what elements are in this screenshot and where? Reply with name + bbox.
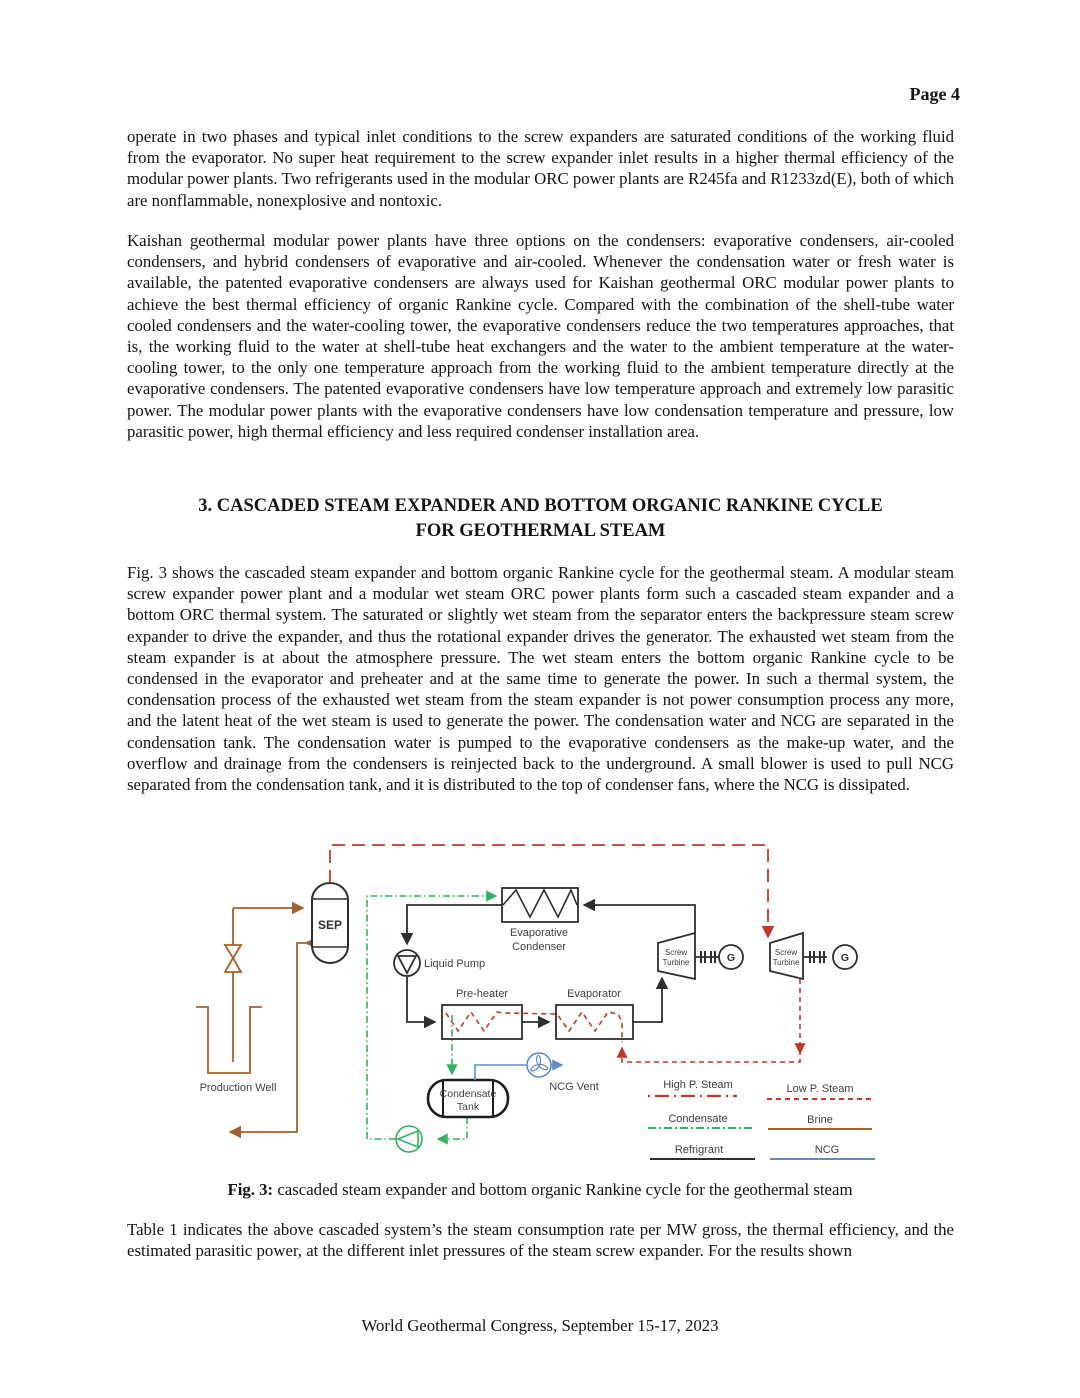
page-footer: World Geothermal Congress, September 15-17, 2023 [361, 1316, 719, 1335]
paragraph-4: Table 1 indicates the above cascaded system’s the steam consumption rate per MW gross, the thermal efficiency, and the estimated parasitic power, at the different inlet pressures of the steam screw expander. For the results shown [127, 1220, 954, 1261]
figure-caption-text: cascaded steam expander and bottom organic Rankine cycle for the geothermal steam [273, 1180, 853, 1199]
production-well [196, 908, 303, 1073]
production-well-label: Production Well [199, 1082, 277, 1094]
legend-condensate-label: Condensate [668, 1113, 728, 1125]
figure-caption [0, 1180, 1080, 1200]
wellhead-valve-icon [225, 945, 241, 972]
section-heading-line2: FOR GEOTHERMAL STEAM [415, 521, 666, 541]
evaporator-label: Evaporator [567, 988, 621, 1000]
condensate-pump-icon [396, 1126, 422, 1152]
liquid-pump-icon [394, 950, 420, 976]
brine-reinjection-line [230, 943, 313, 1132]
evaporative-condenser [502, 888, 578, 953]
condensate-tank [428, 1080, 508, 1117]
figure-caption-label: Fig. 3: [227, 1180, 274, 1199]
separator-label: SEP [317, 918, 343, 932]
screw-turbine-2-label-line2: Turbine [772, 958, 800, 967]
steam-coil-preheater-evaporator [446, 1012, 622, 1042]
generator-1-label: G [726, 952, 736, 964]
figure-3-diagram [185, 832, 975, 1172]
evaporative-condenser-label-line2: Condenser [512, 941, 566, 953]
legend-high-p-steam-label: High P. Steam [663, 1079, 733, 1091]
condensate-tank-label-line2: Tank [456, 1101, 480, 1113]
legend-low-p-steam-label: Low P. Steam [786, 1083, 854, 1095]
paragraph-3: Fig. 3 shows the cascaded steam expander and bottom organic Rankine cycle for the geothermal steam. A modular steam screw expander power plant and a modular wet steam ORC power plants form such a cascaded steam expander and a bottom ORC thermal system. The saturated or slightly wet steam from the separator enters the backpressure steam screw expander to drive the expander, and thus the rotational expander drives the generator. The exhausted wet steam from the steam expander is at about the atmosphere pressure. The wet steam enters the bottom organic Rankine cycle to be condensed in the evaporator and preheater and at the same time to generate the power. In such a thermal system, the condensation process of the exhausted wet steam from the steam expander is not power consumption process any more, and the latent heat of the wet steam is used to generate the power. The condensation water and NCG are separated in the condensation tank. The condensation water is pumped to the evaporative condensers as the make-up water, and the overflow and drainage from the condensers is reinjected back to the underground. A small blower is used to pull NCG separated from the condensation tank, and it is distributed to the top of condenser fans, where the NCG is dissipated. [127, 563, 954, 795]
page-number: Page 4 [909, 84, 960, 104]
legend-ncg-label: NCG [814, 1144, 840, 1156]
separator-vessel [312, 883, 348, 963]
generator-1 [719, 945, 743, 969]
section-heading-line1: 3. CASCADED STEAM EXPANDER AND BOTTOM ORGANIC RANKINE CYCLE [198, 496, 883, 516]
ncg-fan-icon [527, 1053, 551, 1077]
figure-legend [648, 1079, 875, 1159]
screw-turbine-1-label-line2: Turbine [662, 958, 690, 967]
legend-refrigerant-label: Refrigrant [674, 1144, 724, 1156]
liquid-pump-label: Liquid Pump [424, 958, 486, 970]
condensate-tank-label-line1: Condensate [439, 1088, 497, 1100]
section-heading [127, 494, 954, 544]
legend-brine-label: Brine [807, 1114, 833, 1126]
screw-turbine-1-label-line1: Screw [664, 948, 688, 957]
generator-2-label: G [840, 952, 850, 964]
screw-turbine-2 [770, 933, 827, 979]
screw-turbine-1 [658, 933, 719, 979]
generator-2 [833, 945, 857, 969]
paragraph-2: Kaishan geothermal modular power plants have three options on the condensers: evaporative condensers, air-cooled condensers, and hybrid condensers of evaporative and air-cooled. Whenever the condensation water or fresh water is available, the patented evaporative condensers are always used for Kaishan geothermal ORC modular power plants to achieve the best thermal efficiency of organic Rankine cycle. Compared with the combination of the shell-tube water cooled condensers and the water-cooling tower, the evaporative condensers reduce the two temperatures approaches, that is, the working fluid to the water at shell-tube heat exchangers and the water to the ambient temperature at the water-cooling tower, to the only one temperature approach from the working fluid to the ambient temperature directly at the evaporative condensers. The patented evaporative condensers have low temperature approach and extremely low parasitic power. The modular power plants with the evaporative condensers have low condensation temperature and pressure, low parasitic power, high thermal efficiency and less required condenser installation area. [127, 231, 954, 441]
evaporative-condenser-label-line1: Evaporative [509, 927, 569, 939]
pre-heater-label: Pre-heater [456, 988, 508, 1000]
screw-turbine-2-label-line1: Screw [774, 948, 798, 957]
ncg-vent-label: NCG Vent [549, 1081, 599, 1093]
paragraph-1: operate in two phases and typical inlet conditions to the screw expanders are saturated conditions of the working fluid from the evaporator. No super heat requirement to the screw expander inlet results in a higher thermal efficiency of the modular power plants. Two refrigerants used in the modular ORC power plants are R245fa and R1233zd(E), both of which are nonflammable, nonexplosive and nontoxic. [127, 127, 954, 210]
